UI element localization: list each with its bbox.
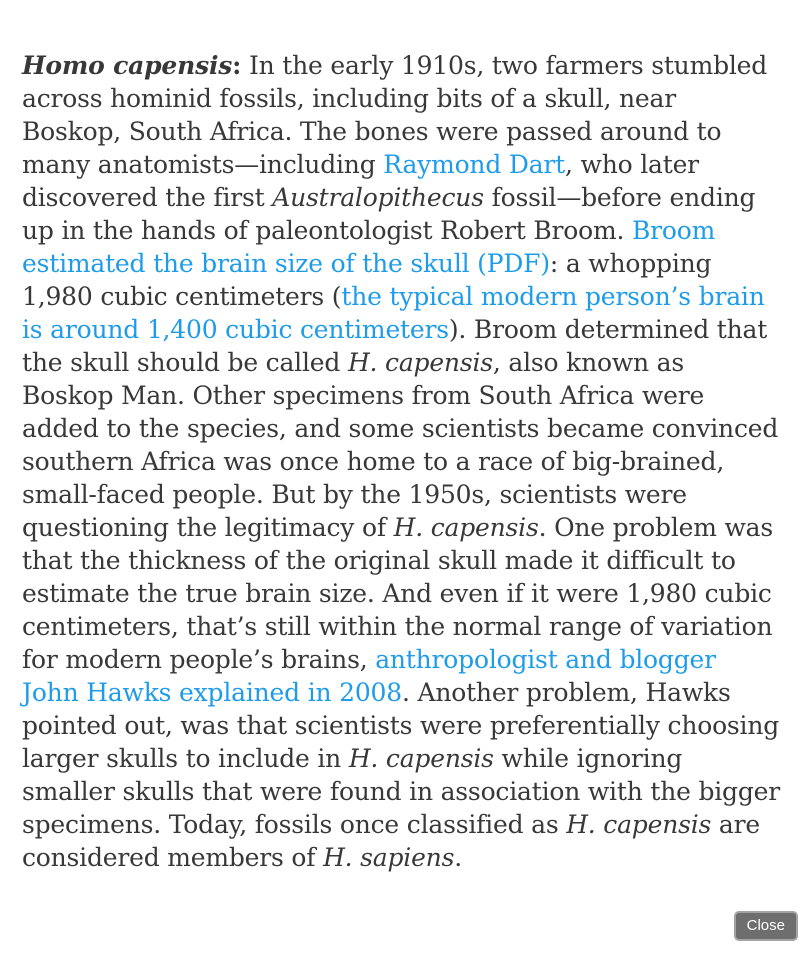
- article-text-segment: Homo capensis: [22, 51, 233, 80]
- article-link[interactable]: the typical modern person’s brain is around 1,400 cubic centimeters: [22, 282, 765, 344]
- article-text-segment: H. sapiens: [323, 843, 455, 872]
- article-text-segment: Australopithecus: [272, 183, 484, 212]
- article-link[interactable]: anthropologist and blogger John Hawks explained in 2008: [22, 645, 716, 707]
- article-text-segment: , who later discovered the first: [22, 150, 699, 212]
- article-paragraph: [0, 25, 800, 874]
- article-text-segment: . Another problem, Hawks pointed out, was that scientists were preferentially choosing larger skulls to include in: [22, 678, 780, 773]
- article-text-segment: H. capensis: [566, 810, 712, 839]
- article-text-segment: In the early 1910s, two farmers stumbled across hominid fossils, including bits of a skull, near Boskop, South Africa. The bones were passed around to many anatomists—including: [22, 51, 768, 179]
- article-main: [0, 25, 800, 874]
- article-text-segment: .: [454, 843, 462, 872]
- article-text-segment: H. capensis: [393, 513, 539, 542]
- article-text-segment: : a whopping 1,980 cubic centimeters (: [22, 249, 712, 311]
- article-link[interactable]: Raymond Dart: [383, 150, 566, 179]
- article-text-segment: . One problem was that the thickness of the original skull made it difficult to estimate the true brain size. And even if it were 1,980 cubic centimeters, that’s still within the normal range of variation for modern people’s brains,: [22, 513, 774, 674]
- article-text-segment: while ignoring smaller skulls that were found in association with the bigger specimens. Today, fossils once classified as: [22, 744, 780, 839]
- article-text-segment: , also known as Boskop Man. Other specimens from South Africa were added to the species, and some scientists became convinced southern Africa was once home to a race of big-brained, small-faced people. But by the 1950s, scientists were questioning the legitimacy of: [22, 348, 779, 542]
- article-text-segment: :: [232, 51, 242, 80]
- article-text-segment: fossil—before ending up in the hands of paleontologist Robert Broom.: [22, 183, 756, 245]
- article-text-segment: H. capensis: [347, 348, 493, 377]
- close-button[interactable]: Close: [734, 911, 798, 941]
- article-link[interactable]: Broom estimated the brain size of the skull (PDF): [22, 216, 716, 278]
- article-text-segment: H. capensis: [348, 744, 494, 773]
- article-text-segment: ). Broom determined that the skull should be called: [22, 315, 768, 377]
- article-page: [0, 25, 800, 973]
- article-text-segment: are considered members of: [22, 810, 760, 872]
